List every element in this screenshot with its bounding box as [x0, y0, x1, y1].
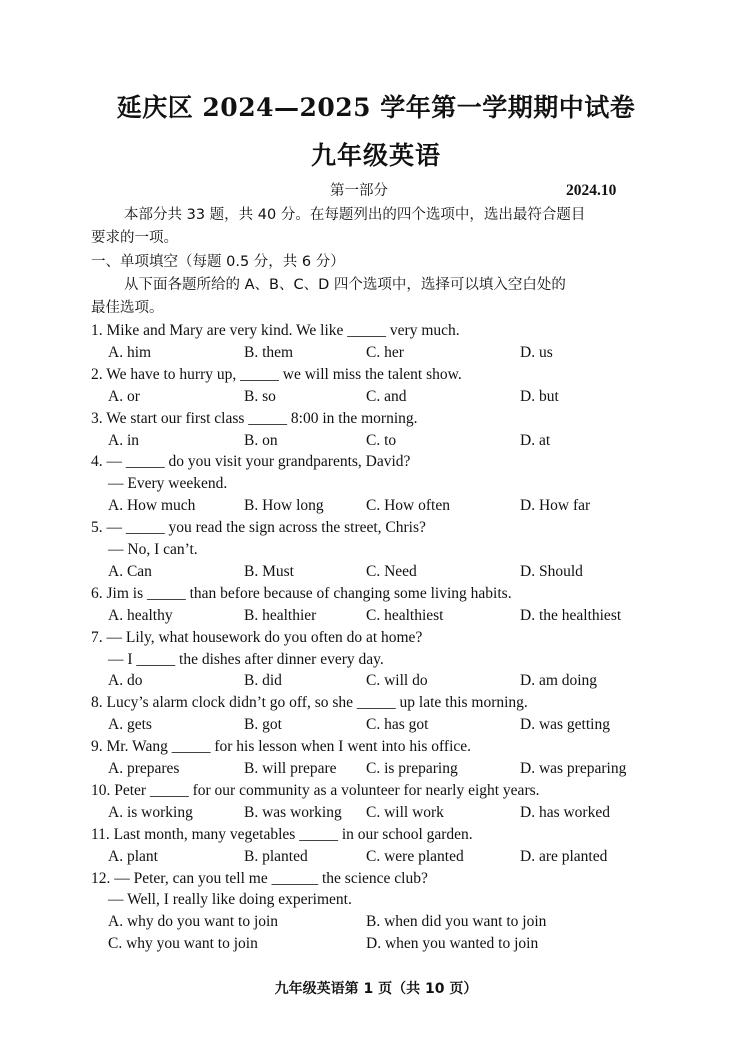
answer-option: B. them: [244, 343, 294, 361]
answer-option: D. Should: [520, 562, 583, 580]
answer-option: A. is working: [108, 803, 193, 821]
answer-option: D. when you wanted to join: [366, 935, 539, 953]
question-reply: — Well, I really like doing experiment.: [108, 891, 352, 909]
page-footer: 九年级英语第 1 页（共 10 页）: [274, 981, 478, 997]
question-stem: 10. Peter _____ for our community as a volunteer for nearly eight years.: [91, 781, 540, 799]
intro-line-1: 本部分共 33 题，共 40 分。在每题列出的四个选项中，选出最符合题目: [124, 207, 586, 223]
answer-option: B. healthier: [244, 606, 317, 624]
answer-option: B. got: [244, 716, 282, 734]
answer-option: D. us: [520, 343, 553, 361]
answer-option: B. did: [244, 672, 282, 690]
question-stem: 12. — Peter, can you tell me ______ the science club?: [91, 869, 428, 887]
answer-option: D. was getting: [520, 716, 610, 734]
answer-option: C. will do: [366, 672, 428, 690]
answer-option: D. has worked: [520, 803, 610, 821]
question-stem: 1. Mike and Mary are very kind. We like _____ very much.: [91, 322, 460, 339]
answer-option: B. was working: [244, 803, 342, 821]
section-instruction-2: 最佳选项。: [91, 300, 164, 316]
question-stem: 9. Mr. Wang _____ for his lesson when I went into his office.: [91, 738, 472, 756]
question-stem: 4. — _____ do you visit your grandparents, David?: [91, 453, 411, 471]
answer-option: D. are planted: [520, 847, 608, 865]
answer-option: D. am doing: [520, 672, 598, 690]
answer-option: A. or: [108, 387, 140, 405]
answer-option: A. Can: [108, 562, 152, 580]
answer-option: A. healthy: [108, 606, 173, 624]
exam-title: 延庆区 2024—2025 学年第一学期期中试卷: [116, 93, 636, 122]
answer-option: A. him: [108, 343, 152, 361]
section-heading: 一、单项填空（每题 0.5 分，共 6 分）: [91, 254, 345, 270]
question-stem: 7. — Lily, what housework do you often do at home?: [91, 628, 423, 646]
answer-option: A. gets: [108, 716, 152, 734]
answer-option: A. prepares: [108, 760, 180, 777]
question-reply: — I _____ the dishes after dinner every day.: [108, 650, 384, 668]
part-label: 第一部分: [330, 183, 388, 199]
answer-option: C. How often: [366, 497, 450, 515]
answer-option: C. were planted: [366, 847, 464, 865]
question-stem: 6. Jim is _____ than before because of changing some living habits.: [91, 584, 512, 602]
answer-option: C. Need: [366, 562, 417, 580]
exam-date: 2024.10: [566, 182, 617, 199]
question-stem: 11. Last month, many vegetables _____ in our school garden.: [91, 825, 473, 843]
question-reply: — Every weekend.: [108, 475, 228, 493]
answer-option: B. when did you want to join: [366, 913, 547, 931]
answer-option: A. in: [108, 431, 139, 449]
answer-option: A. plant: [108, 847, 158, 865]
answer-option: D. but: [520, 387, 559, 405]
answer-option: B. How long: [244, 497, 324, 515]
answer-option: C. is preparing: [366, 760, 458, 777]
answer-option: C. her: [366, 343, 404, 361]
answer-option: B. on: [244, 431, 278, 449]
answer-option: C. why you want to join: [108, 935, 258, 953]
answer-option: D. How far: [520, 497, 591, 515]
answer-option: C. has got: [366, 716, 429, 734]
section-instruction-1: 从下面各题所给的 A、B、C、D 四个选项中，选择可以填入空白处的: [124, 277, 566, 293]
answer-option: A. why do you want to join: [108, 913, 279, 931]
answer-option: C. and: [366, 387, 407, 405]
question-stem: 5. — _____ you read the sign across the street, Chris?: [91, 519, 426, 537]
answer-option: B. so: [244, 387, 276, 405]
answer-option: B. Must: [244, 562, 294, 580]
answer-option: C. will work: [366, 803, 444, 821]
answer-option: D. was preparing: [520, 760, 627, 777]
answer-option: A. do: [108, 672, 143, 690]
answer-option: C. healthiest: [366, 606, 444, 624]
question-reply: — No, I can’t.: [108, 541, 198, 558]
intro-line-2: 要求的一项。: [91, 230, 178, 246]
exam-subtitle: 九年级英语: [310, 141, 441, 170]
answer-option: B. planted: [244, 847, 308, 865]
answer-option: C. to: [366, 431, 397, 449]
answer-option: B. will prepare: [244, 760, 337, 777]
question-stem: 8. Lucy’s alarm clock didn’t go off, so she _____ up late this morning.: [91, 694, 528, 712]
answer-option: D. the healthiest: [520, 606, 622, 624]
question-stem: 3. We start our first class _____ 8:00 in the morning.: [91, 409, 418, 427]
question-stem: 2. We have to hurry up, _____ we will miss the talent show.: [91, 365, 462, 383]
answer-option: D. at: [520, 431, 551, 449]
answer-option: A. How much: [108, 497, 196, 515]
